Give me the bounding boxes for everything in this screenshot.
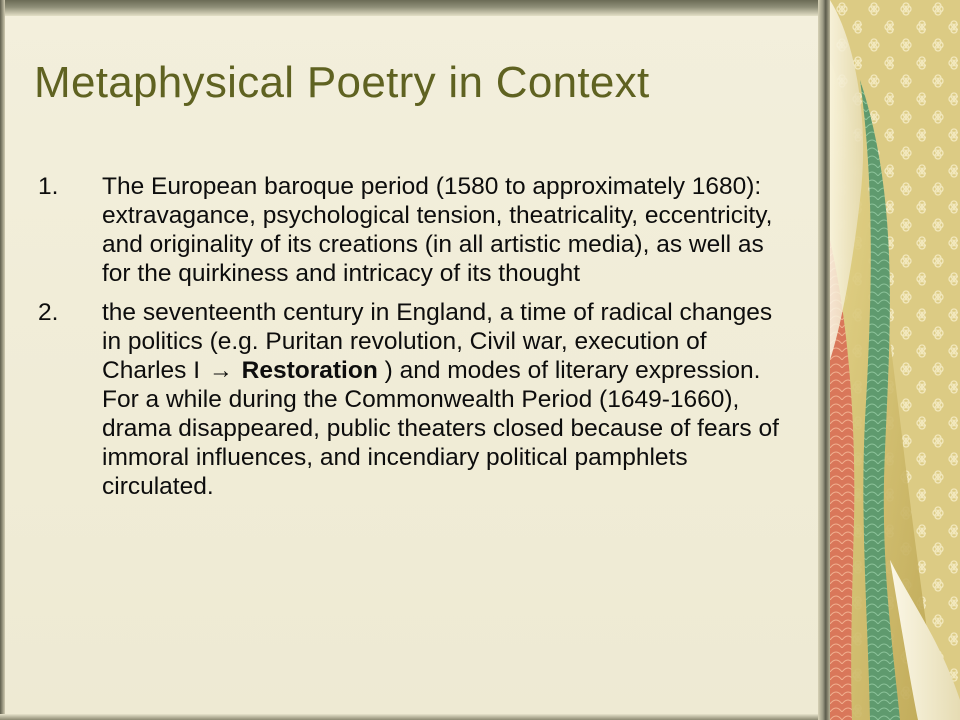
emphasis-text: Restoration [241, 357, 378, 384]
list-item [38, 298, 788, 501]
list-item-number: 2. [38, 299, 59, 326]
content-list [38, 172, 788, 511]
list-item-text-part: the seventeenth century in England, a time of radical changes in politics (e.g. Puritan revolution, Civil war, execution of Charles I [102, 299, 773, 384]
right-arrow-icon: → [208, 357, 233, 384]
list-item-text-part: ) and modes of literary expression. For a while during the Commonwealth Period (1649-1660), drama disappeared, public theaters closed because of fears of immoral influences, and incendiary political pamphlets circulated. [102, 357, 779, 500]
list-item-number: 1. [38, 173, 59, 200]
list-item-text [102, 299, 779, 500]
list-item [38, 172, 788, 288]
list-item-text: The European baroque period (1580 to approximately 1680): extravagance, psychological tension, theatricality, eccentricity, and originality of its creations (in all artistic media), as well as for the quirkiness and intricacy of its thought [102, 173, 773, 287]
floral-ribbon-decoration [830, 0, 960, 720]
left-border [0, 0, 5, 720]
slide-title: Metaphysical Poetry in Context [34, 58, 650, 107]
top-border [0, 0, 820, 16]
bottom-border [0, 714, 822, 720]
